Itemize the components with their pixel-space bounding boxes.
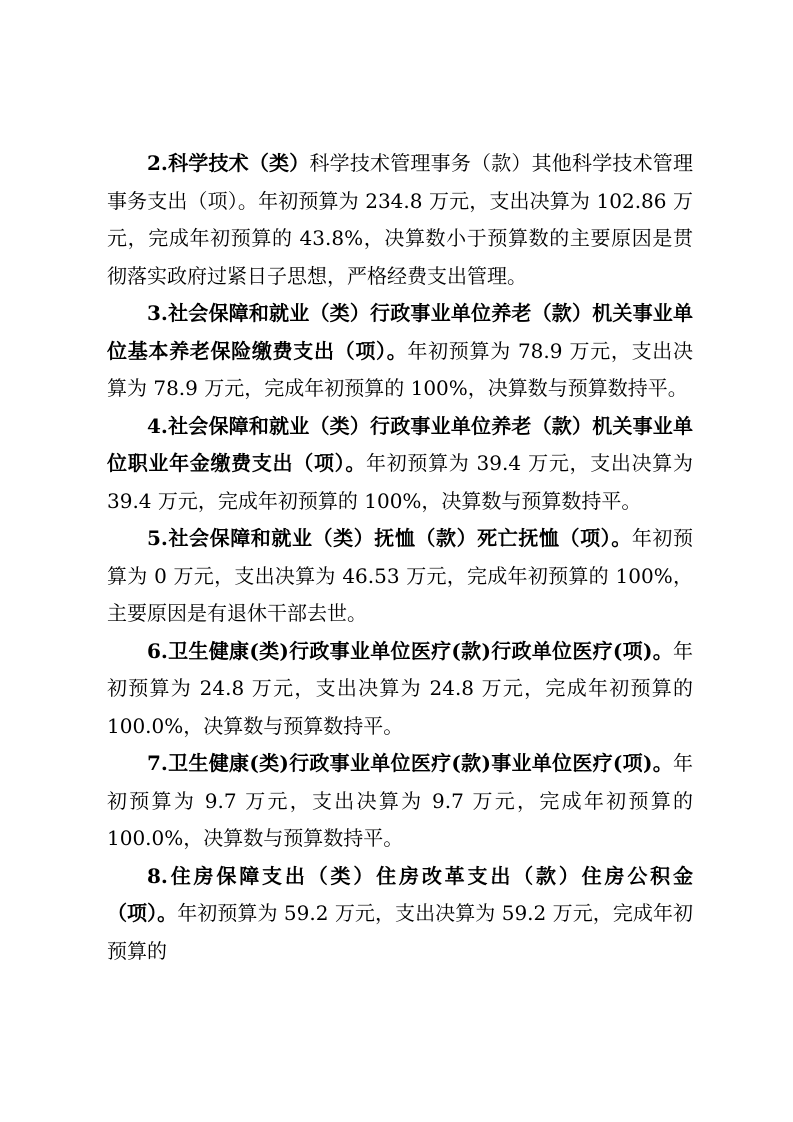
paragraph-text: 年初预算为 9.7 万元，支出决算为 9.7 万元，完成年初预算的 100.0%，决算数与预算数持平。	[107, 751, 693, 850]
paragraph-heading: 4.社会保障和就业（类）行政事业单位养老（款）机关事业单位职业年金缴费支出（项）。	[107, 413, 693, 475]
paragraph-text: 年初预算为 78.9 万元，支出决算为 78.9 万元，完成年初预算的 100%，决算数与预算数持平。	[107, 338, 694, 400]
paragraph-item-6	[107, 633, 693, 746]
paragraph-item-3	[107, 295, 693, 408]
paragraph-heading: 5.社会保障和就业（类）抚恤（款）死亡抚恤（项）。	[147, 526, 632, 550]
paragraph-item-2	[107, 145, 693, 295]
paragraph-text: 年初预算为 24.8 万元，支出决算为 24.8 万元，完成年初预算的 100.0%，决算数与预算数持平。	[107, 638, 693, 738]
paragraph-text: 年初预算为 39.4 万元，支出决算为 39.4 万元，完成年初预算的 100%，决算数与预算数持平。	[107, 451, 693, 513]
paragraph-text: 科学技术管理事务（款）其他科学技术管理事务支出（项）。年初预算为 234.8 万元，支出决算为 102.86 万元，完成年初预算的 43.8%，决算数小于预算数的主要原因是贯彻落实政府过紧日子思想，严格经费支出管理。	[107, 151, 693, 288]
paragraph-heading: 7.卫生健康(类)行政事业单位医疗(款)事业单位医疗(项)。	[147, 751, 673, 775]
paragraph-text: 年初预算为 0 万元，支出决算为 46.53 万元，完成年初预算的 100%，主要原因是有退休干部去世。	[107, 526, 693, 625]
document-body	[107, 145, 693, 970]
paragraph-heading: 3.社会保障和就业（类）行政事业单位养老（款）机关事业单位基本养老保险缴费支出（项）。	[107, 301, 693, 363]
paragraph-heading: 2.科学技术（类）	[147, 151, 310, 175]
paragraph-item-8	[107, 858, 693, 971]
paragraph-item-4	[107, 408, 693, 521]
paragraph-text: 年初预算为 59.2 万元，支出决算为 59.2 万元，完成年初预算的	[107, 901, 694, 963]
paragraph-heading: 6.卫生健康(类)行政事业单位医疗(款)行政单位医疗(项)。	[147, 638, 673, 663]
paragraph-heading: 8.住房保障支出（类）住房改革支出（款）住房公积金（项）。	[107, 863, 693, 925]
paragraph-item-5	[107, 520, 693, 633]
paragraph-item-7	[107, 745, 693, 858]
